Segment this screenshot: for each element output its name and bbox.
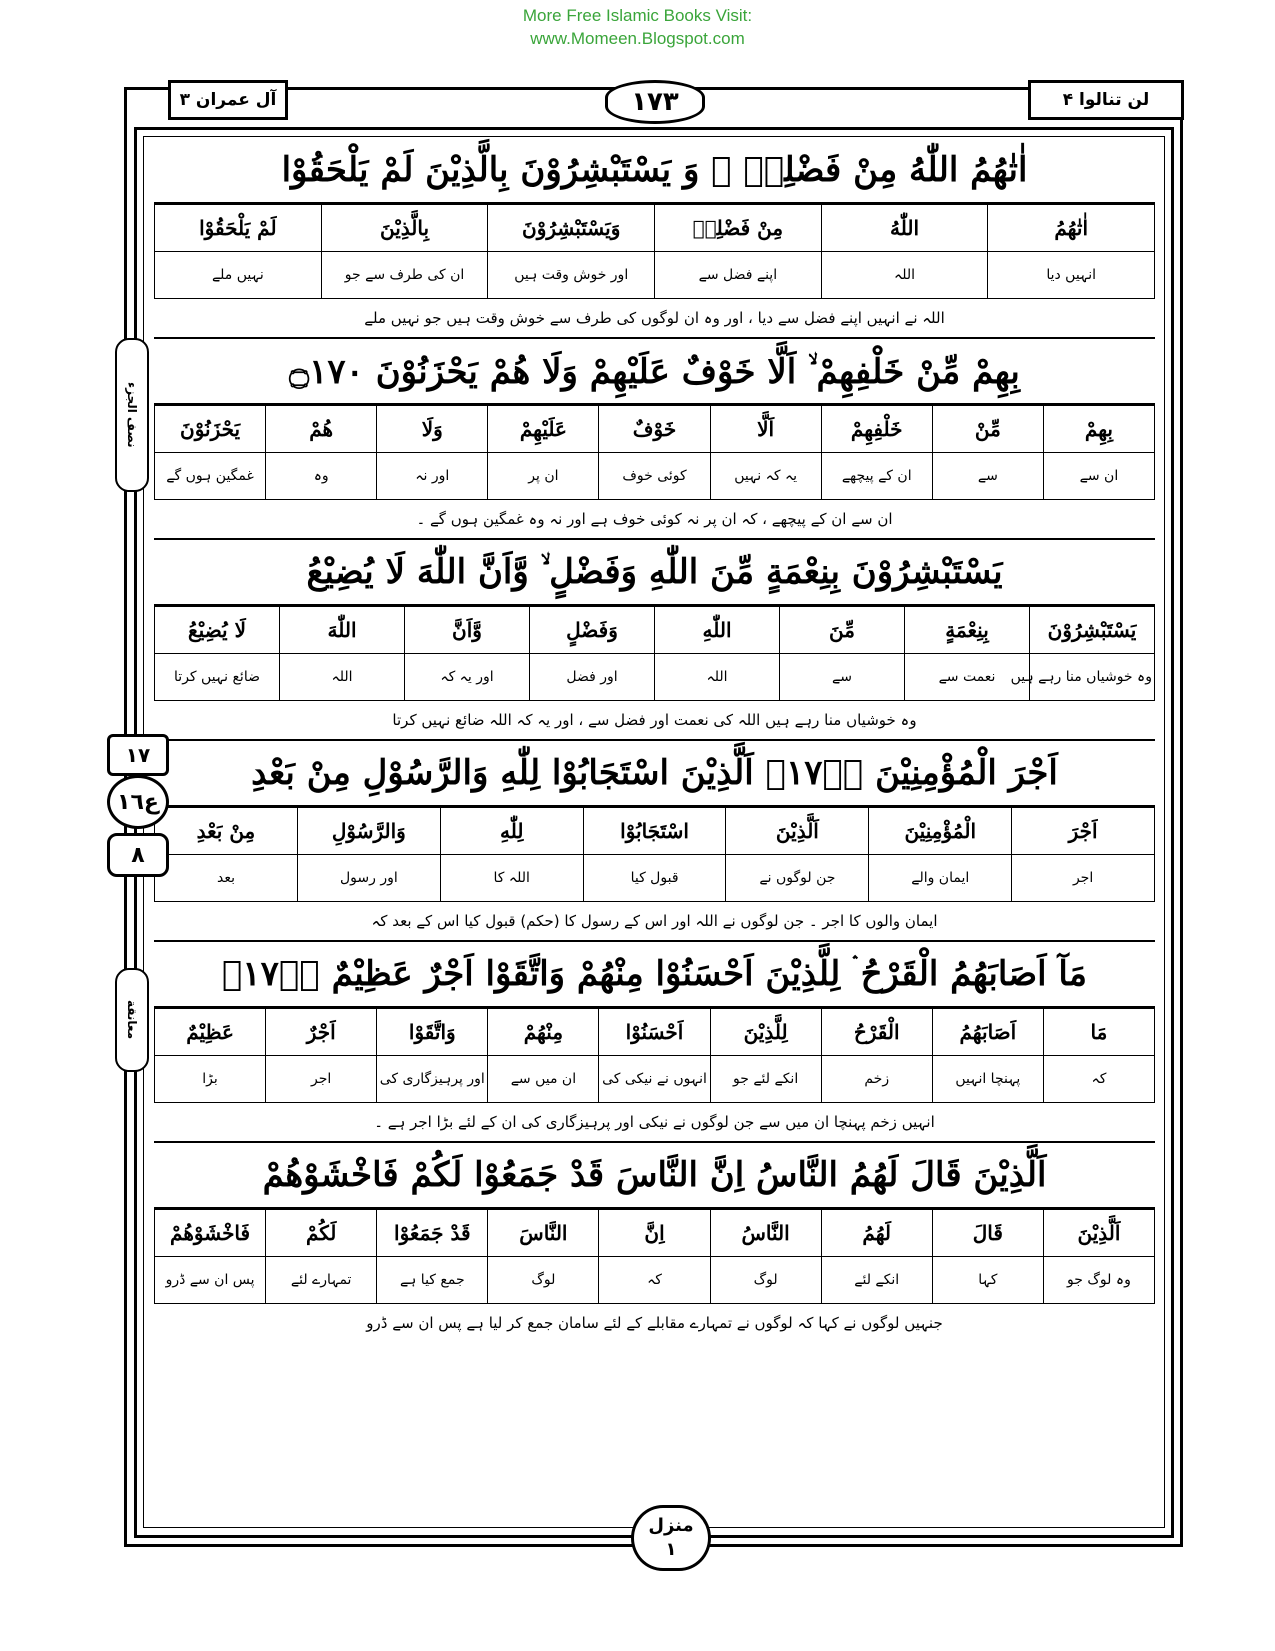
word-meaning: ان کے پیچھے — [821, 453, 932, 500]
word-meaning: اللہ کا — [440, 855, 583, 902]
manzil-number: ١ — [665, 1539, 677, 1560]
word-arabic: خَلْفِهِمْ — [821, 406, 932, 453]
ayah-line: يَسْتَبْشِرُوْنَ بِنِعْمَةٍ مِّنَ اللّٰهِ وَفَضْلٍ ۙ وَّاَنَّ اللّٰهَ لَا يُضِيْعُ — [154, 540, 1155, 606]
word-meaning: سے — [780, 654, 905, 701]
word-arabic: اللّٰهُ — [821, 205, 988, 252]
word-meaning: اور پرہیزگاری کی — [377, 1056, 488, 1103]
word-arabic: الْمُؤْمِنِيْنَ — [869, 808, 1012, 855]
word-arabic: مِنْ بَعْدِ — [155, 808, 298, 855]
ayah-line: اٰتٰهُمُ اللّٰهُ مِنْ فَضْلِهٖ ۙ وَ يَسْتَبْشِرُوْنَ بِالَّذِيْنَ لَمْ يَلْحَقُوْا — [154, 138, 1155, 204]
word-by-word-table — [154, 1008, 1155, 1103]
word-meaning: اجر — [1012, 855, 1155, 902]
word-arabic: لَكُمْ — [266, 1210, 377, 1257]
word-meaning: اور فضل — [530, 654, 655, 701]
word-meaning: ان میں سے — [488, 1056, 599, 1103]
word-arabic: بِهِمْ — [1043, 406, 1154, 453]
word-meaning: نعمت سے — [905, 654, 1030, 701]
word-arabic: اَلَّذِيْنَ — [1043, 1210, 1154, 1257]
word-meaning: انہیں دیا — [988, 252, 1155, 299]
word-meaning: انہوں نے نیکی کی — [599, 1056, 710, 1103]
word-arabic: يَسْتَبْشِرُوْنَ — [1030, 607, 1155, 654]
word-arabic: النَّاسَ — [488, 1210, 599, 1257]
word-meaning: تمہارے لئے — [266, 1257, 377, 1304]
word-arabic: يَحْزَنُوْنَ — [155, 406, 266, 453]
word-arabic: لَمْ يَلْحَقُوْا — [155, 205, 322, 252]
word-meaning: ایمان والے — [869, 855, 1012, 902]
word-arabic: وَفَضْلٍ — [530, 607, 655, 654]
word-meaning: اپنے فضل سے — [655, 252, 822, 299]
translation-line: ان سے ان کے پیچھے ، کہ ان پر نہ کوئی خوف ہے اور نہ وہ غمگین ہوں گے ۔ — [154, 500, 1155, 540]
word-meaning: اللہ — [280, 654, 405, 701]
page-number: ١٧٣ — [605, 80, 705, 124]
word-arabic: اَلَّذِيْنَ — [726, 808, 869, 855]
promo-link[interactable]: www.Momeen.Blogspot.com — [530, 29, 745, 48]
word-arabic: اٰتٰهُمُ — [988, 205, 1155, 252]
word-meaning: لوگ — [488, 1257, 599, 1304]
word-by-word-table — [154, 807, 1155, 902]
word-arabic: اَحْسَنُوْا — [599, 1009, 710, 1056]
manzil-badge — [631, 1505, 711, 1571]
word-arabic: مَا — [1043, 1009, 1154, 1056]
word-arabic: لِلّٰهِ — [440, 808, 583, 855]
word-by-word-table — [154, 606, 1155, 701]
word-arabic: فَاخْشَوْهُمْ — [155, 1210, 266, 1257]
word-meaning: اور رسول — [297, 855, 440, 902]
word-arabic: مِنْهُمْ — [488, 1009, 599, 1056]
ayah-line: مَآ اَصَابَهُمُ الْقَرْحُ ۛ لِلَّذِيْنَ اَحْسَنُوْا مِنْهُمْ وَاتَّقَوْا اَجْرٌ عَظِيْمٌ ۝١٧٢ۚ — [154, 942, 1155, 1008]
word-arabic: النَّاسُ — [710, 1210, 821, 1257]
word-arabic: اَجْرَ — [1012, 808, 1155, 855]
word-arabic: عَلَيْهِمْ — [488, 406, 599, 453]
translation-line: انہیں زخم پہنچا ان میں سے جن لوگوں نے نیکی اور پرہیزگاری کی ان کے لئے بڑا اجر ہے ۔ — [154, 1103, 1155, 1143]
word-by-word-table — [154, 405, 1155, 500]
word-arabic: خَوْفٌ — [599, 406, 710, 453]
word-meaning: جن لوگوں نے — [726, 855, 869, 902]
word-meaning: کہ — [599, 1257, 710, 1304]
ruku-count-bottom: ٨ — [107, 833, 169, 877]
word-arabic: مِنْ فَضْلِهٖ — [655, 205, 822, 252]
word-meaning: نہیں ملے — [155, 252, 322, 299]
word-meaning: بعد — [155, 855, 298, 902]
word-meaning: کہا — [932, 1257, 1043, 1304]
word-meaning: وہ لوگ جو — [1043, 1257, 1154, 1304]
word-meaning: وہ خوشیاں منا رہے ہیں — [1030, 654, 1155, 701]
word-arabic: لَهُمُ — [821, 1210, 932, 1257]
word-arabic: اَصَابَهُمُ — [932, 1009, 1043, 1056]
manzil-label: منزل — [648, 1515, 694, 1536]
surah-name-label: آل عمران ۳ — [168, 80, 288, 120]
word-meaning: سے — [932, 453, 1043, 500]
word-arabic: مِّنْ — [932, 406, 1043, 453]
word-arabic: وَالرَّسُوْلِ — [297, 808, 440, 855]
word-meaning: زخم — [821, 1056, 932, 1103]
word-arabic: وَلَا — [377, 406, 488, 453]
word-meaning: اللہ — [821, 252, 988, 299]
word-meaning: انکے لئے جو — [710, 1056, 821, 1103]
juz-name-label: لن تنالوا ۴ — [1028, 80, 1184, 120]
word-arabic: اِنَّ — [599, 1210, 710, 1257]
word-arabic: بِالَّذِيْنَ — [321, 205, 488, 252]
word-meaning: پس ان سے ڈرو — [155, 1257, 266, 1304]
word-arabic: هُمْ — [266, 406, 377, 453]
promo-line-1: More Free Islamic Books Visit: — [522, 6, 753, 25]
word-meaning: یہ کہ نہیں — [710, 453, 821, 500]
word-meaning: غمگین ہوں گے — [155, 453, 266, 500]
word-arabic: لَا يُضِيْعُ — [155, 607, 280, 654]
word-arabic: عَظِيْمٌ — [155, 1009, 266, 1056]
ayah-line: اَلَّذِيْنَ قَالَ لَهُمُ النَّاسُ اِنَّ النَّاسَ قَدْ جَمَعُوْا لَكُمْ فَاخْشَوْهُمْ — [154, 1143, 1155, 1209]
ayah-line: بِهِمْ مِّنْ خَلْفِهِمْ ۙ اَلَّا خَوْفٌ عَلَيْهِمْ وَلَا هُمْ يَحْزَنُوْنَ ۝١٧٠ — [154, 339, 1155, 405]
word-arabic: اللّٰهِ — [655, 607, 780, 654]
ruku-count-top: ١٧ — [107, 734, 169, 776]
word-meaning: کوئی خوف — [599, 453, 710, 500]
word-meaning: کہ — [1043, 1056, 1154, 1103]
translation-line: اللہ نے انہیں اپنے فضل سے دیا ، اور وہ ان لوگوں کی طرف سے خوش وقت ہیں جو نہیں ملے — [154, 299, 1155, 339]
word-arabic: اَجْرٌ — [266, 1009, 377, 1056]
word-meaning: اور یہ کہ — [405, 654, 530, 701]
translation-line: جنہیں لوگوں نے کہا کہ لوگوں نے تمہارے مقابلے کے لئے سامان جمع کر لیا ہے پس ان سے ڈرو — [366, 1314, 943, 1332]
translation-line: وہ خوشیاں منا رہے ہیں اللہ کی نعمت اور فضل سے ، اور یہ کہ اللہ ضائع نہیں کرتا — [154, 701, 1155, 741]
word-arabic: الْقَرْحُ — [821, 1009, 932, 1056]
word-meaning: لوگ — [710, 1257, 821, 1304]
hizb-marker: نصف الجزء — [115, 338, 149, 492]
word-meaning: اور خوش وقت ہیں — [488, 252, 655, 299]
word-meaning: ان کی طرف سے جو — [321, 252, 488, 299]
page-content — [154, 138, 1155, 1342]
word-meaning: اجر — [266, 1056, 377, 1103]
word-arabic: وَيَسْتَبْشِرُوْنَ — [488, 205, 655, 252]
word-arabic: قَالَ — [932, 1210, 1043, 1257]
word-meaning: پہنچا انہیں — [932, 1056, 1043, 1103]
word-arabic: اسْتَجَابُوْا — [583, 808, 726, 855]
word-meaning: اور نہ — [377, 453, 488, 500]
word-meaning: بڑا — [155, 1056, 266, 1103]
translation-line: ایمان والوں کا اجر ۔ جن لوگوں نے اللہ اور اس کے رسول کا (حکم) قبول کیا اس کے بعد کہ — [154, 902, 1155, 942]
word-meaning: انکے لئے — [821, 1257, 932, 1304]
word-arabic: لِلَّذِيْنَ — [710, 1009, 821, 1056]
word-by-word-table — [154, 1209, 1155, 1304]
ayah-line: اَجْرَ الْمُؤْمِنِيْنَ ۝١٧١ۚ اَلَّذِيْنَ اسْتَجَابُوْا لِلّٰهِ وَالرَّسُوْلِ مِنْ بَعْدِ — [154, 741, 1155, 807]
word-arabic: مِّنَ — [780, 607, 905, 654]
word-meaning: وہ — [266, 453, 377, 500]
word-meaning: قبول کیا — [583, 855, 726, 902]
word-arabic: قَدْ جَمَعُوْا — [377, 1210, 488, 1257]
word-arabic: وَّاَنَّ — [405, 607, 530, 654]
word-meaning: جمع کیا ہے — [377, 1257, 488, 1304]
muanaqa-marker: معانقة — [115, 968, 149, 1072]
word-meaning: ان پر — [488, 453, 599, 500]
word-arabic: اللّٰهَ — [280, 607, 405, 654]
word-by-word-table — [154, 204, 1155, 299]
ruku-marker: ع١٦ — [107, 775, 169, 829]
word-arabic: وَاتَّقَوْا — [377, 1009, 488, 1056]
word-meaning: اللہ — [655, 654, 780, 701]
word-arabic: اَلَّا — [710, 406, 821, 453]
word-arabic: بِنِعْمَةٍ — [905, 607, 1030, 654]
word-meaning: ضائع نہیں کرتا — [155, 654, 280, 701]
word-meaning: ان سے — [1043, 453, 1154, 500]
